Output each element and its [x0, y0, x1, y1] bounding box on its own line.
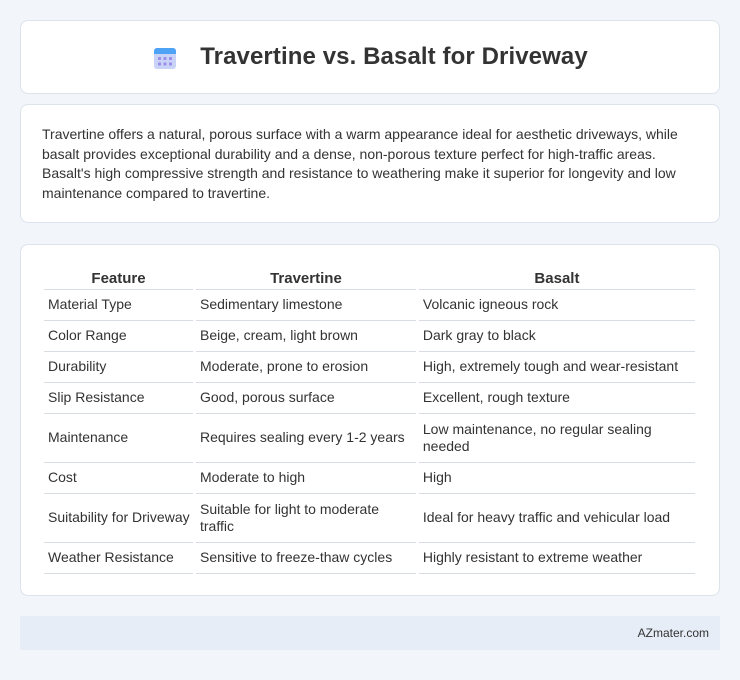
- travertine-cell: Suitable for light to moderate traffic: [196, 494, 416, 543]
- table-row: [44, 290, 695, 321]
- footer-bar: [20, 616, 720, 650]
- feature-cell: Slip Resistance: [44, 383, 193, 414]
- comparison-table: [41, 266, 698, 574]
- feature-cell: Cost: [44, 463, 193, 494]
- travertine-cell: Sensitive to freeze-thaw cycles: [196, 543, 416, 574]
- feature-cell: Material Type: [44, 290, 193, 321]
- summary-card: [20, 104, 720, 223]
- travertine-cell: Sedimentary limestone: [196, 290, 416, 321]
- header-feature: Feature: [44, 266, 193, 290]
- header-basalt: Basalt: [419, 266, 695, 290]
- feature-cell: Suitability for Driveway: [44, 494, 193, 543]
- basalt-cell: Volcanic igneous rock: [419, 290, 695, 321]
- feature-cell: Color Range: [44, 321, 193, 352]
- comparison-table-card: [20, 244, 720, 596]
- basalt-cell: High: [419, 463, 695, 494]
- table-header-row: [44, 266, 695, 290]
- table-row: [44, 414, 695, 463]
- travertine-cell: Good, porous surface: [196, 383, 416, 414]
- basalt-cell: Dark gray to black: [419, 321, 695, 352]
- header-travertine: Travertine: [196, 266, 416, 290]
- footer-site-name: AZmater.com: [637, 626, 709, 640]
- basalt-cell: Low maintenance, no regular sealing needed: [419, 414, 695, 463]
- basalt-cell: Ideal for heavy traffic and vehicular load: [419, 494, 695, 543]
- feature-cell: Weather Resistance: [44, 543, 193, 574]
- title-card: [20, 20, 720, 94]
- table-row: [44, 463, 695, 494]
- table-row: [44, 543, 695, 574]
- travertine-cell: Moderate to high: [196, 463, 416, 494]
- page-title: Travertine vs. Basalt for Driveway: [200, 43, 588, 70]
- calendar-grid-icon: [152, 45, 178, 71]
- feature-cell: Maintenance: [44, 414, 193, 463]
- travertine-cell: Requires sealing every 1-2 years: [196, 414, 416, 463]
- table-row: [44, 321, 695, 352]
- travertine-cell: Moderate, prone to erosion: [196, 352, 416, 383]
- feature-cell: Durability: [44, 352, 193, 383]
- basalt-cell: Excellent, rough texture: [419, 383, 695, 414]
- basalt-cell: Highly resistant to extreme weather: [419, 543, 695, 574]
- basalt-cell: High, extremely tough and wear-resistant: [419, 352, 695, 383]
- table-row: [44, 494, 695, 543]
- travertine-cell: Beige, cream, light brown: [196, 321, 416, 352]
- table-row: [44, 383, 695, 414]
- table-row: [44, 352, 695, 383]
- summary-text: Travertine offers a natural, porous surface with a warm appearance ideal for aesthetic driveways, while basalt provides exceptional durability and a dense, non-porous texture perfect for high-traffic areas. Basalt's high compressive strength and resistance to weathering make it superior for longevity and low maintenance compared to travertine.: [42, 126, 678, 201]
